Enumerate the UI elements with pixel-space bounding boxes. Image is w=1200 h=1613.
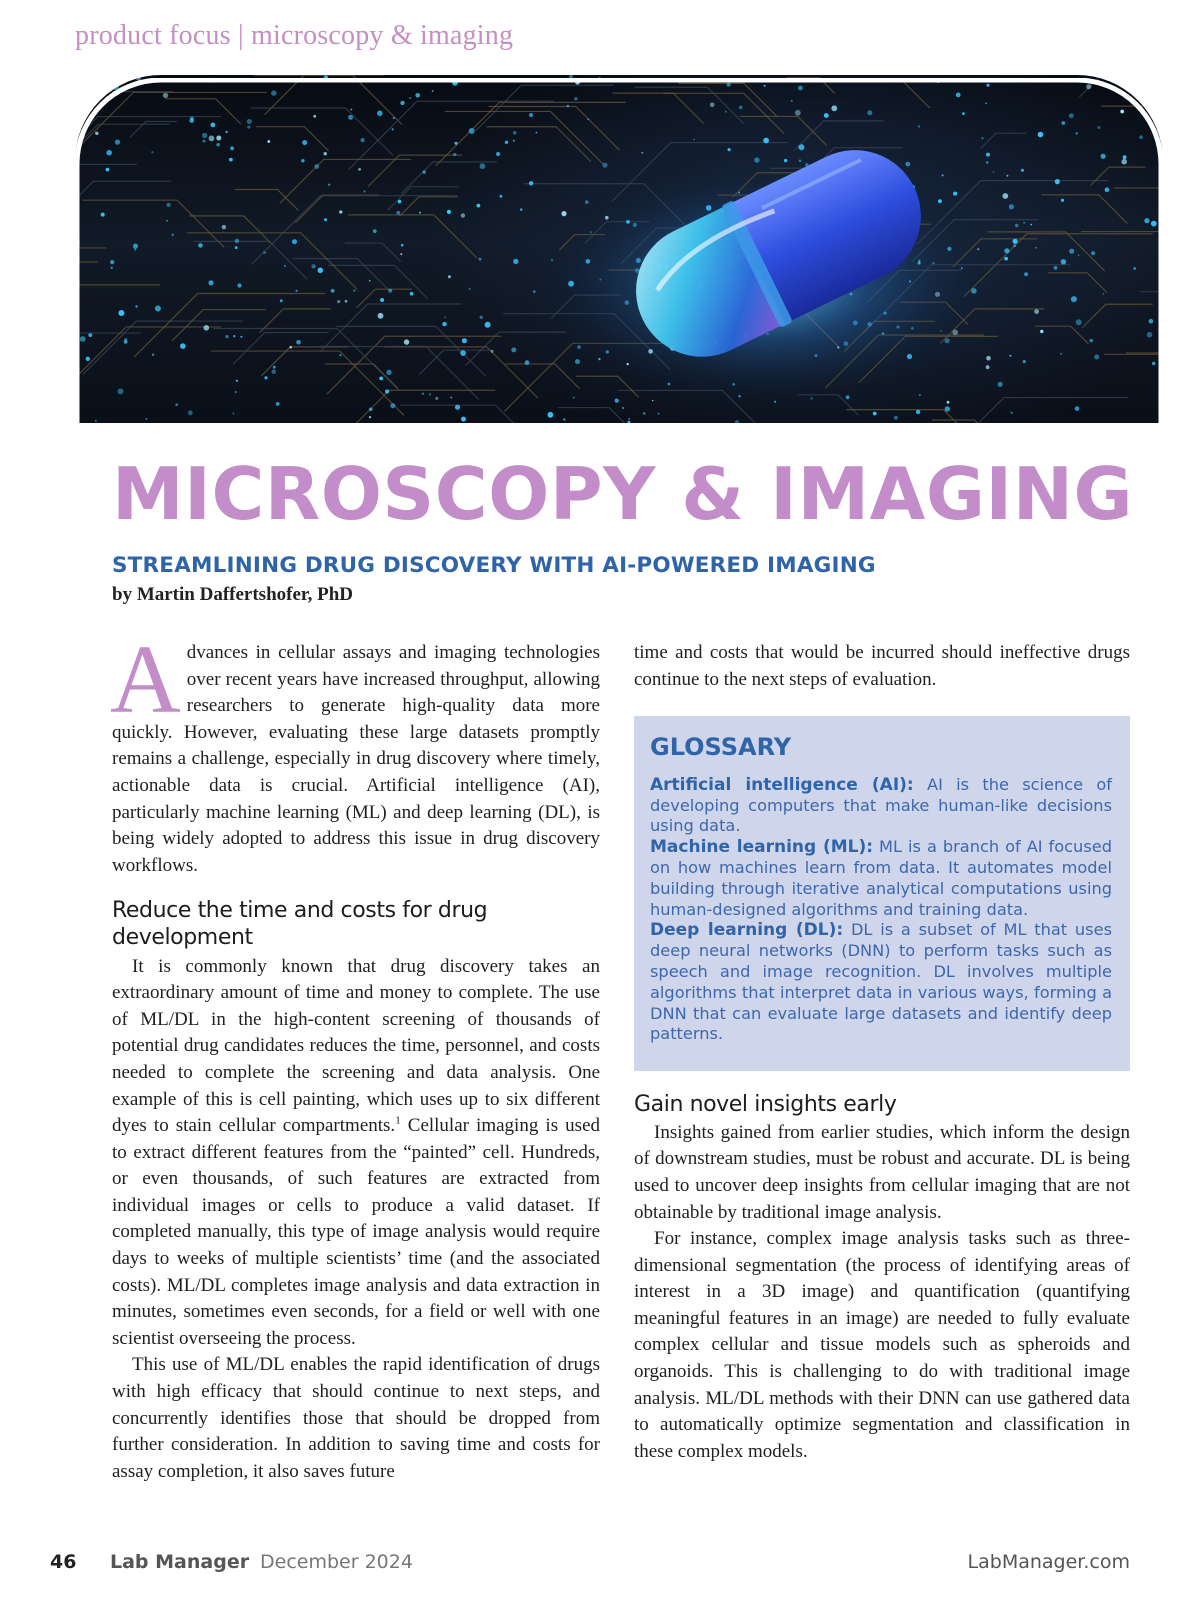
- article-title: MICROSCOPY & IMAGING: [112, 452, 1134, 536]
- section-heading-insights: Gain novel insights early: [634, 1092, 897, 1118]
- body-paragraph: This use of ML/DL enables the rapid identification of drugs with high efficacy that should continue to next steps, and concurrently identifies those that should be dropped from further consideration. In addition to saving time and costs for assay completion, it also saves future: [112, 1354, 600, 1482]
- body-paragraph: Insights gained from earlier studies, which inform the design of downstream studies, must be robust and accurate. DL is being used to uncover deep insights from cellular imaging that are not obtainable by traditional image analysis.: [634, 1121, 1130, 1223]
- reference-superscript: 1: [395, 1114, 401, 1127]
- glossary-term: [650, 837, 1112, 920]
- body-paragraph-continued: time and costs that would be incurred should ineffective drugs continue to the next steps of evaluation.: [634, 642, 1130, 690]
- left-column: [110, 626, 600, 1485]
- body-paragraph: [112, 954, 600, 1353]
- glossary-term-name: Artificial intelligence (AI):: [650, 774, 914, 795]
- drop-cap: A: [110, 626, 181, 734]
- body-text: Cellular imaging is used to extract different features from the “painted” cell. Hundreds, or even thousands, of such features are extracted from individual images or cells to produce a valid dataset. If completed manually, this type of image analysis would require days to weeks of multiple scientists’ time (and the associated costs). ML/DL completes image analysis and data extraction in minutes, sometimes even seconds, for a field or well with one scientist overseeing the process.: [112, 1115, 600, 1349]
- section-tag: product focus | microscopy & imaging: [75, 20, 514, 51]
- byline: by Martin Daffertshofer, PhD: [112, 584, 353, 605]
- glossary-term-name: Machine learning (ML):: [650, 837, 874, 858]
- capsule-circuit-illustration: [75, 75, 1163, 423]
- glossary-term: [650, 775, 1112, 837]
- glossary-title: GLOSSARY: [650, 733, 792, 762]
- body-text: It is commonly known that drug discovery takes an extraordinary amount of time and money to complete. The use of ML/DL in the high-content screening of thousands of potential drug candidates reduces the time, personnel, and costs needed to complete the screening and data analysis. One example of this is cell painting, which uses up to six different dyes to stain cellular compartments.: [112, 955, 600, 1137]
- glossary-term-name: Deep learning (DL):: [650, 920, 844, 941]
- glossary-term: [650, 920, 1112, 1045]
- section-heading-costs: Reduce the time and costs for drug development: [112, 898, 488, 950]
- intro-text: dvances in cellular assays and imaging technologies over recent years have increased throughput, allowing researchers to generate high-quality data more quickly. However, evaluating these large datasets promptly remains a challenge, especially in drug discovery where timely, actionable data is crucial. Artificial intelligence (AI), particularly machine learning (ML) and deep learning (DL), is being widely adopted to address this issue in drug discovery workflows.: [112, 642, 600, 876]
- page-footer: [50, 1551, 1130, 1579]
- website-link[interactable]: LabManager.com: [967, 1551, 1130, 1573]
- glossary-definition: DL is a subset of ML that uses deep neural networks (DNN) to perform tasks such as speech and image recognition. DL involves multiple algorithms that interpret data in various ways, forming a DNN that can evaluate large datasets and identify deep patterns.: [650, 920, 1112, 1044]
- issue-date: December 2024: [260, 1551, 413, 1573]
- page-number: 46: [50, 1551, 77, 1573]
- glossary-definition: ML is a branch of AI focused on how machines learn from data. It automates model building through iterative analytical computations using human-designed algorithms and training data.: [650, 837, 1112, 919]
- right-column: [634, 640, 1130, 1465]
- glossary-box: [634, 716, 1130, 1071]
- publication-name: Lab Manager: [110, 1551, 250, 1573]
- article-subtitle: STREAMLINING DRUG DISCOVERY WITH AI-POWERED IMAGING: [112, 553, 876, 578]
- body-paragraph: For instance, complex image analysis tasks such as three-dimensional segmentation (the process of identifying areas of interest in a 3D image) and quantification (quantifying meaningful features in an image) are needed to fully evaluate complex cellular and tissue models such as spheroids and organoids. This is challenging to do with traditional image analysis. ML/DL methods with their DNN can use gathered data to automatically optimize segmentation and classification in these complex models.: [634, 1228, 1130, 1462]
- intro-paragraph: [110, 626, 600, 879]
- glossary-definition: AI is the science of developing computers that make human-like decisions using data.: [650, 774, 1112, 836]
- hero-image: [75, 75, 1163, 423]
